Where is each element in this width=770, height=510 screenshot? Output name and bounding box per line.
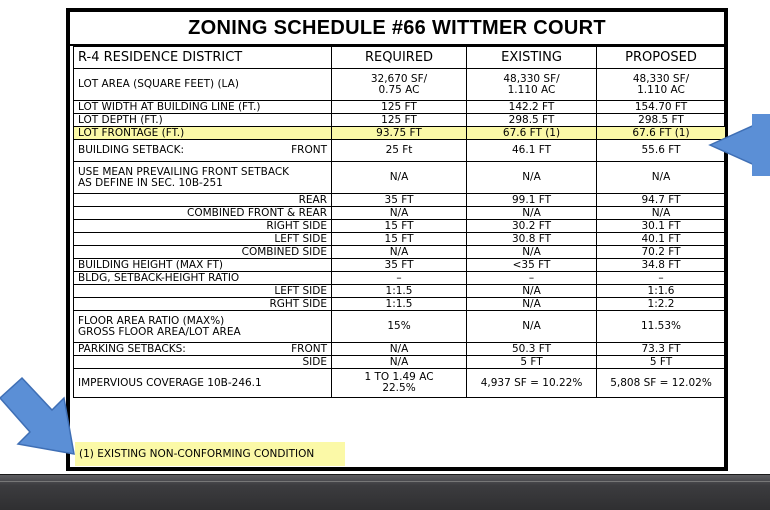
proposed-cell: 70.2 FT (597, 246, 726, 259)
table-row (74, 246, 726, 259)
row-label-2: GROSS FLOOR AREA/LOT AREA (78, 325, 241, 338)
existing-cell: – (467, 272, 597, 285)
required-cell: 15 FT (332, 233, 467, 246)
row-sublabel: LEFT SIDE (74, 233, 332, 246)
row-sublabel: FRONT (291, 144, 327, 156)
required-cell: N/A (332, 343, 467, 356)
existing-cell: N/A (467, 162, 597, 194)
required-cell: – (332, 272, 467, 285)
existing-cell: 142.2 FT (467, 101, 597, 114)
table-row (74, 69, 726, 101)
required-cell: 1:1.5 (332, 298, 467, 311)
required-value-2: 0.75 AC (378, 83, 420, 96)
existing-cell: 30.2 FT (467, 220, 597, 233)
table-row (74, 207, 726, 220)
existing-cell: 4,937 SF = 10.22% (467, 369, 597, 398)
row-label: USE MEAN PREVAILING FRONT SETBACK (78, 165, 290, 178)
row-label-cell (74, 311, 332, 343)
row-label-cell (74, 162, 332, 194)
proposed-cell: 40.1 FT (597, 233, 726, 246)
row-sublabel: COMBINED SIDE (74, 246, 332, 259)
bottom-taskbar (0, 474, 770, 510)
table-row (74, 140, 726, 162)
required-value: 1 TO 1.49 AC (364, 371, 434, 383)
required-value-2: 22.5% (382, 382, 416, 394)
taskbar-divider (0, 481, 770, 482)
existing-cell: 5 FT (467, 356, 597, 369)
table-row (74, 298, 726, 311)
row-label: IMPERVIOUS COVERAGE 10B-246.1 (74, 369, 332, 398)
required-cell: N/A (332, 246, 467, 259)
table-row (74, 272, 726, 285)
existing-cell: N/A (467, 246, 597, 259)
existing-cell: 50.3 FT (467, 343, 597, 356)
proposed-cell: 73.3 FT (597, 343, 726, 356)
required-cell: 35 FT (332, 194, 467, 207)
required-cell (332, 369, 467, 398)
row-sublabel: RGHT SIDE (74, 298, 332, 311)
proposed-cell: 30.1 FT (597, 220, 726, 233)
proposed-value: 48,330 SF/ (632, 72, 690, 85)
required-cell: 15% (332, 311, 467, 343)
required-cell: 93.75 FT (332, 127, 467, 140)
required-value: 32,670 SF/ (370, 72, 428, 85)
row-label-cell (74, 343, 332, 356)
row-sublabel: COMBINED FRONT & REAR (74, 207, 332, 220)
proposed-cell: 1:2.2 (597, 298, 726, 311)
required-cell: 125 FT (332, 101, 467, 114)
proposed-cell: 55.6 FT (597, 140, 726, 162)
table-row (74, 343, 726, 356)
existing-cell (467, 69, 597, 101)
existing-cell: N/A (467, 207, 597, 220)
footnote: (1) EXISTING NON-CONFORMING CONDITION (75, 442, 345, 466)
proposed-cell: 67.6 FT (1) (597, 127, 726, 140)
proposed-cell: – (597, 272, 726, 285)
proposed-value-2: 1.110 AC (637, 83, 685, 96)
proposed-cell: 5,808 SF = 12.02% (597, 369, 726, 398)
pointer-arrow-right-icon (0, 370, 80, 462)
table-row (74, 285, 726, 298)
row-label: LOT FRONTAGE (FT.) (74, 127, 332, 140)
proposed-cell: N/A (597, 162, 726, 194)
row-label-cell (74, 140, 332, 162)
existing-cell: 30.8 FT (467, 233, 597, 246)
table-row (74, 233, 726, 246)
row-sublabel: RIGHT SIDE (74, 220, 332, 233)
existing-cell: 67.6 FT (1) (467, 127, 597, 140)
table-row-highlighted (74, 127, 726, 140)
row-sublabel: LEFT SIDE (74, 285, 332, 298)
row-label: LOT AREA (SQUARE FEET) (LA) (74, 69, 332, 101)
proposed-cell: 5 FT (597, 356, 726, 369)
row-sublabel: FRONT (291, 342, 327, 355)
row-sublabel: SIDE (74, 356, 332, 369)
existing-cell: 99.1 FT (467, 194, 597, 207)
existing-value-2: 1.110 AC (507, 83, 556, 96)
schedule-title: ZONING SCHEDULE #66 WITTMER COURT (70, 12, 724, 46)
row-label: FLOOR AREA RATIO (MAX%) (78, 314, 225, 327)
proposed-cell: 298.5 FT (597, 114, 726, 127)
proposed-cell: 11.53% (597, 311, 726, 343)
required-cell: 15 FT (332, 220, 467, 233)
required-cell (332, 69, 467, 101)
row-label: BUILDING SETBACK: (78, 144, 185, 156)
proposed-cell: N/A (597, 207, 726, 220)
table-row (74, 220, 726, 233)
row-sublabel: REAR (74, 194, 332, 207)
existing-cell: N/A (467, 311, 597, 343)
table-row (74, 356, 726, 369)
required-cell: 25 Ft (332, 140, 467, 162)
table-row (74, 162, 726, 194)
existing-value: 48,330 SF/ (503, 72, 560, 85)
existing-cell: N/A (467, 285, 597, 298)
pointer-arrow-left-icon (708, 108, 770, 194)
zoning-table (73, 46, 726, 398)
proposed-cell: 1:1.6 (597, 285, 726, 298)
proposed-cell (597, 69, 726, 101)
table-row (74, 311, 726, 343)
table-row (74, 369, 726, 398)
required-cell: N/A (332, 162, 467, 194)
table-row (74, 101, 726, 114)
row-label: LOT WIDTH AT BUILDING LINE (FT.) (74, 101, 332, 114)
existing-cell: 46.1 FT (467, 140, 597, 162)
zoning-schedule-sheet (66, 8, 728, 471)
row-label-2: AS DEFINE IN SEC. 10B-251 (78, 176, 223, 189)
required-header: REQUIRED (332, 47, 467, 69)
row-label: PARKING SETBACKS: (78, 342, 186, 355)
proposed-cell: 94.7 FT (597, 194, 726, 207)
required-cell: 35 FT (332, 259, 467, 272)
existing-cell: N/A (467, 298, 597, 311)
proposed-cell: 154.70 FT (597, 101, 726, 114)
required-cell: N/A (332, 207, 467, 220)
required-cell: 125 FT (332, 114, 467, 127)
existing-cell: 298.5 FT (467, 114, 597, 127)
existing-cell: <35 FT (467, 259, 597, 272)
row-label: BLDG, SETBACK-HEIGHT RATIO (74, 272, 332, 285)
required-cell: N/A (332, 356, 467, 369)
required-cell: 1:1.5 (332, 285, 467, 298)
table-header-row (74, 47, 726, 69)
table-row (74, 114, 726, 127)
proposed-cell: 34.8 FT (597, 259, 726, 272)
district-header: R-4 RESIDENCE DISTRICT (74, 47, 332, 69)
table-row (74, 259, 726, 272)
row-label: LOT DEPTH (FT.) (74, 114, 332, 127)
row-label: BUILDING HEIGHT (MAX FT) (74, 259, 332, 272)
table-row (74, 194, 726, 207)
existing-header: EXISTING (467, 47, 597, 69)
proposed-header: PROPOSED (597, 47, 726, 69)
